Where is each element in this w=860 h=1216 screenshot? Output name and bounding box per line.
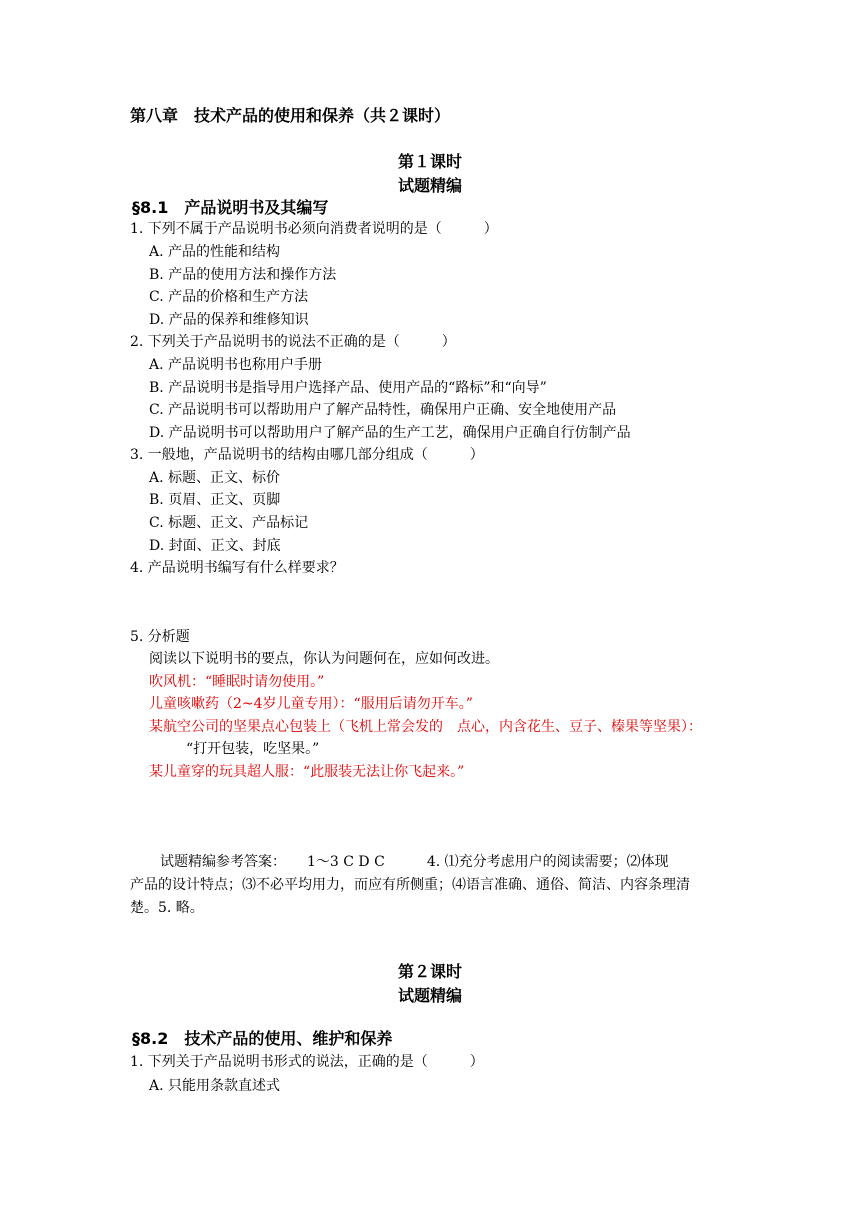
question-4: 4. 产品说明书编写有什么样要求？ bbox=[130, 560, 344, 576]
q1-option-d: D. 产品的保养和维修知识 bbox=[149, 312, 309, 328]
q1-option-a: A. 产品的性能和结构 bbox=[149, 244, 281, 260]
q1-option-c: C. 产品的价格和生产方法 bbox=[149, 289, 309, 305]
q2-option-d: D. 产品说明书可以帮助用户了解产品的生产工艺，确保用户正确自行仿制产品 bbox=[149, 425, 631, 441]
q5-item-nut-snack: 某航空公司的坚果点心包装上（飞机上常会发的 点心，内含花生、豆子、榛果等坚果）： bbox=[149, 719, 702, 735]
question-5: 5. 分析题 bbox=[130, 629, 190, 645]
question-2: 2. 下列关于产品说明书的说法不正确的是（ ） bbox=[130, 334, 456, 350]
question-3: 3. 一般地，产品说明书的结构由哪几部分组成（ ） bbox=[130, 447, 484, 463]
lesson2-subtitle: 试题精编 bbox=[397, 986, 462, 1005]
chapter-title: 第八章 技术产品的使用和保养（共２课时） bbox=[130, 106, 451, 125]
q3-option-d: D. 封面、正文、封底 bbox=[149, 538, 281, 554]
lesson2-question-1: 1. 下列关于产品说明书形式的说法，正确的是（ ） bbox=[130, 1054, 484, 1070]
q3-option-c: C. 标题、正文、产品标记 bbox=[149, 515, 309, 531]
answers-line-3: 楚。5. 略。 bbox=[130, 900, 204, 916]
q5-item-hairdryer: 吹风机：“睡眠时请勿使用。” bbox=[149, 674, 325, 690]
question-1: 1. 下列不属于产品说明书必须向消费者说明的是（ ） bbox=[130, 221, 498, 237]
q5-item-cough-medicine: 儿童咳嗽药（2~4岁儿童专用）：“服用后请勿开车。” bbox=[149, 696, 473, 712]
answers-line-2: 产品的设计特点；⑶不必平均用力，而应有所侧重；⑷语言准确、通俗、简洁、内容条理清 bbox=[130, 877, 690, 893]
lesson2-title: 第２课时 bbox=[397, 962, 462, 981]
q5-item-nut-snack-quote: “打开包装，吃坚果。” bbox=[186, 741, 320, 757]
q3-option-a: A. 标题、正文、标价 bbox=[149, 470, 281, 486]
q2-option-b: B. 产品说明书是指导用户选择产品、使用产品的“路标”和“向导” bbox=[149, 380, 547, 396]
section-8-2-heading: §8.2 技术产品的使用、维护和保养 bbox=[132, 1029, 393, 1048]
q5-item-superhero-costume: 某儿童穿的玩具超人服：“此服装无法让你飞起来。” bbox=[149, 764, 465, 780]
q5-intro: 阅读以下说明书的要点，你认为问题何在，应如何改进。 bbox=[149, 651, 499, 667]
lesson1-subtitle: 试题精编 bbox=[397, 176, 462, 195]
q2-option-c: C. 产品说明书可以帮助用户了解产品特性，确保用户正确、安全地使用产品 bbox=[149, 402, 617, 418]
q3-option-b: B. 页眉、正文、页脚 bbox=[149, 492, 281, 508]
lesson2-q1-option-a: A. 只能用条款直述式 bbox=[149, 1078, 281, 1094]
q1-option-b: B. 产品的使用方法和操作方法 bbox=[149, 267, 337, 283]
section-8-1-heading: §8.1 产品说明书及其编写 bbox=[132, 198, 329, 217]
lesson1-title: 第１课时 bbox=[397, 152, 462, 171]
answers-line-1: 试题精编参考答案： 1～3 C D C 4. ⑴充分考虑用户的阅读需要；⑵体现 bbox=[160, 854, 669, 870]
q2-option-a: A. 产品说明书也称用户手册 bbox=[149, 357, 323, 373]
